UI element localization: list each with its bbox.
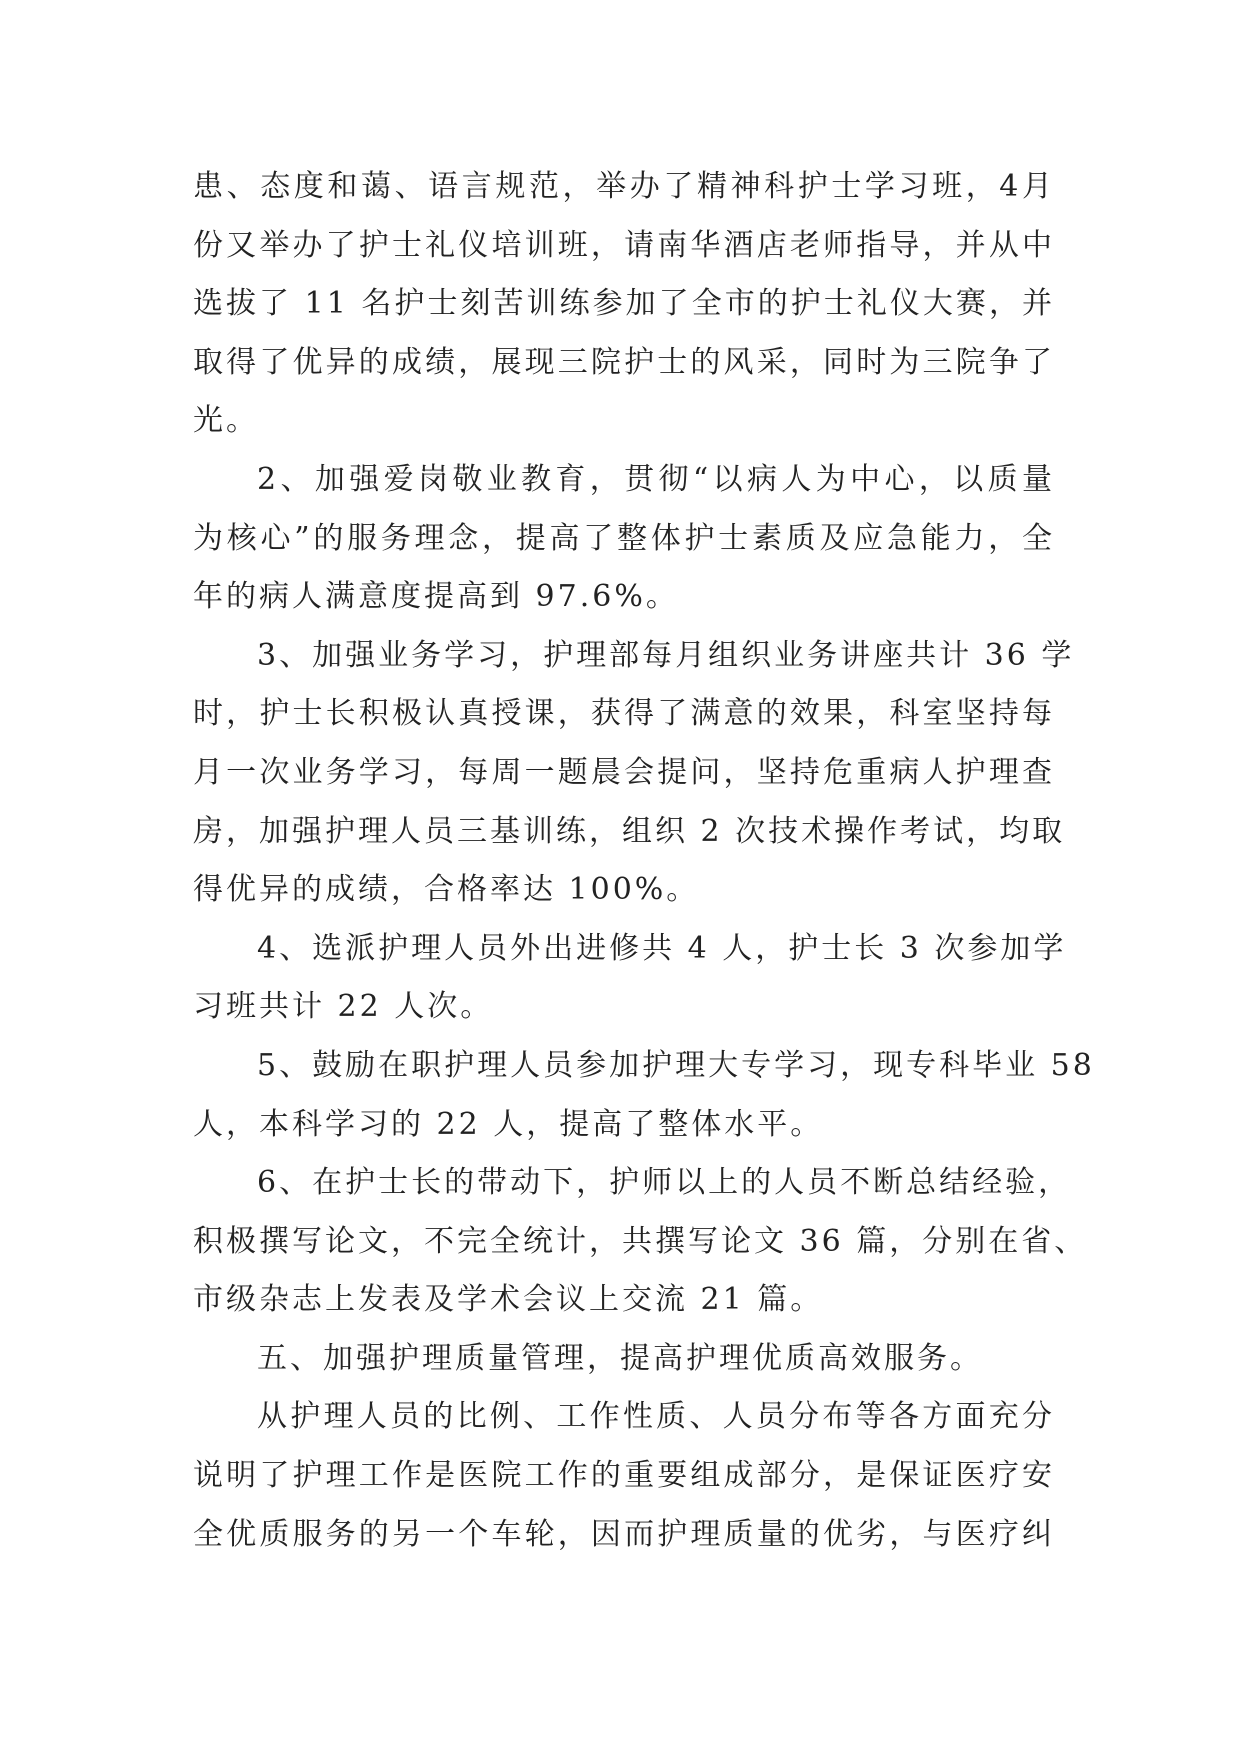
text-line: 市级杂志上发表及学术会议上交流 21 篇。 xyxy=(193,1282,824,1318)
text-line: 患、态度和蔼、语言规范，举办了精神科护士学习班，4月 xyxy=(193,169,1055,204)
paragraph-start-line: 5、鼓励在职护理人员参加护理大专学习，现专科毕业 58 xyxy=(257,1047,1095,1083)
paragraph-start-line: 6、在护士长的带动下，护师以上的人员不断总结经验， xyxy=(257,1165,1072,1201)
paragraph-start-line: 4、选派护理人员外出进修共 4 人，护士长 3 次参加学 xyxy=(257,930,1067,966)
text-line: 积极撰写论文，不完全统计，共撰写论文 36 篇，分别在省、 xyxy=(193,1223,1088,1259)
paragraph-start-line: 2、加强爱岗敬业教育，贯彻“以病人为中心，以质量 xyxy=(257,461,1055,497)
text-line: 习班共计 22 人次。 xyxy=(193,989,494,1025)
text-line: 选拔了 11 名护士刻苦训练参加了全市的护士礼仪大赛，并 xyxy=(193,286,1055,322)
section-heading-line: 五、加强护理质量管理，提高护理优质高效服务。 xyxy=(257,1340,983,1376)
paragraph-start-line: 从护理人员的比例、工作性质、人员分布等各方面充分 xyxy=(257,1399,1055,1435)
text-line: 取得了优异的成绩，展现三院护士的风采，同时为三院争了 xyxy=(193,344,1055,380)
text-line: 全优质服务的另一个车轮，因而护理质量的优劣，与医疗纠 xyxy=(193,1516,1055,1552)
text-line: 份又举办了护士礼仪培训班，请南华酒店老师指导，并从中 xyxy=(193,227,1055,263)
text-line: 得优异的成绩，合格率达 100%。 xyxy=(193,872,700,908)
text-line: 说明了护理工作是医院工作的重要组成部分，是保证医疗安 xyxy=(193,1458,1055,1494)
text-line: 人，本科学习的 22 人，提高了整体水平。 xyxy=(193,1106,824,1142)
text-line: 年的病人满意度提高到 97.6%。 xyxy=(193,579,679,615)
body-text xyxy=(193,158,1095,1564)
text-line: 时，护士长积极认真授课，获得了满意的效果，科室坚持每 xyxy=(193,696,1055,732)
text-line: 月一次业务学习，每周一题晨会提问，坚持危重病人护理查 xyxy=(193,754,1055,790)
text-line: 为核心”的服务理念，提高了整体护士素质及应急能力，全 xyxy=(193,520,1055,556)
text-line: 光。 xyxy=(193,403,259,439)
text-line: 房，加强护理人员三基训练，组织 2 次技术操作考试，均取 xyxy=(193,813,1066,849)
paragraph-start-line: 3、加强业务学习，护理部每月组织业务讲座共计 36 学 xyxy=(257,637,1075,673)
